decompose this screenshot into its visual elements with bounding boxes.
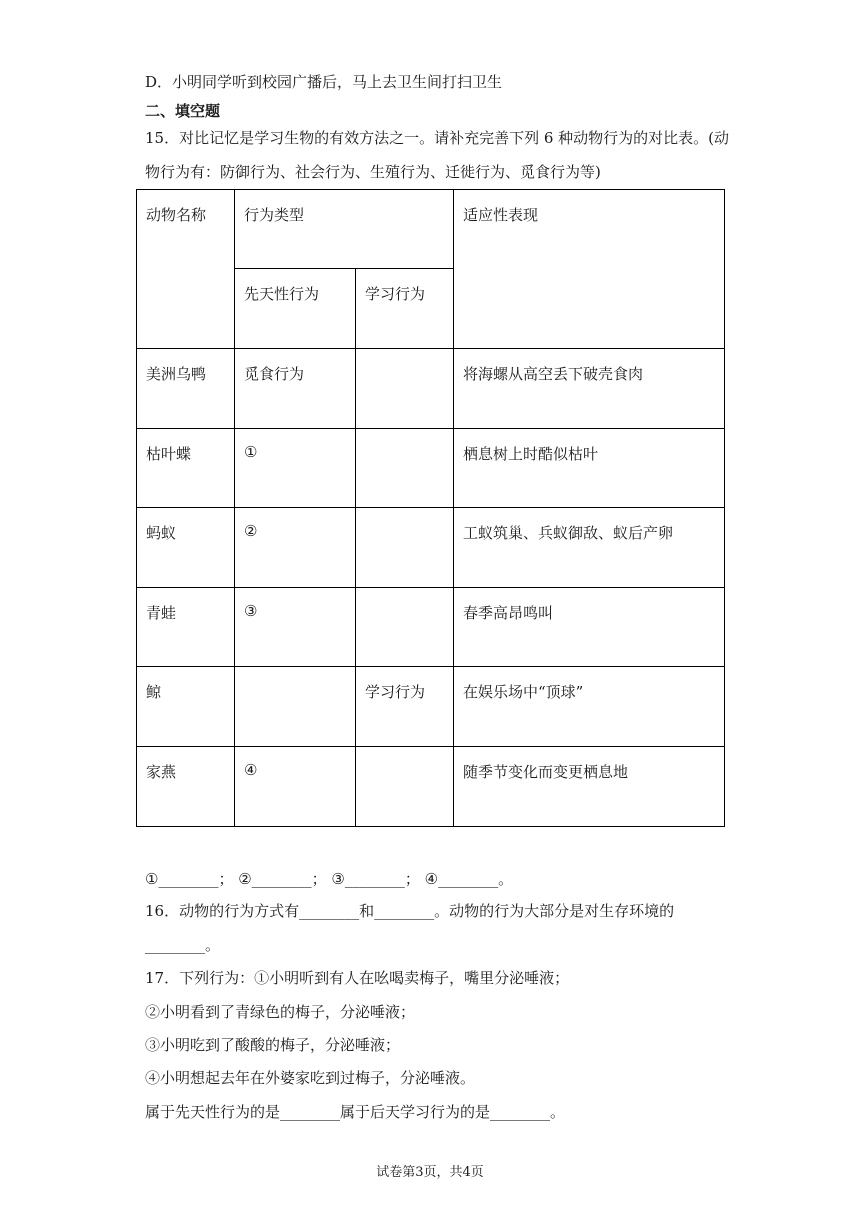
q17-text-line4: ④小明想起去年在外婆家吃到过梅子，分泌唾液。	[145, 1069, 476, 1087]
cell-animal: 美洲乌鸭	[137, 349, 235, 429]
cell-adaptation: 将海螺从高空丢下破壳食肉	[454, 349, 725, 429]
table-row	[137, 349, 725, 429]
cell-learned	[356, 349, 454, 429]
section-title: 二、填空题	[145, 102, 221, 120]
header-animal-name: 动物名称	[137, 190, 235, 349]
q16-text-line1: 16．动物的行为方式有________和________。动物的行为大部分是对生存环境的	[145, 902, 675, 920]
cell-learned	[356, 747, 454, 827]
q17-text-line1: 17．下列行为：①小明听到有人在吆喝卖梅子，嘴里分泌唾液；	[145, 969, 570, 987]
table-row	[137, 747, 725, 827]
cell-innate: ④	[235, 747, 356, 827]
cell-innate	[235, 667, 356, 747]
page-footer: 试卷第3页，共4页	[376, 1165, 484, 1180]
q17-text-line3: ③小明吃到了酸酸的梅子，分泌唾液；	[145, 1036, 401, 1054]
q17-text-line5: 属于先天性行为的是________属于后天学习行为的是________。	[145, 1103, 566, 1121]
q15-text-line2: 物行为有：防御行为、社会行为、生殖行为、迁徙行为、觅食行为等)	[145, 163, 601, 181]
q17-text-line2: ②小明看到了青绿色的梅子，分泌唾液；	[145, 1003, 416, 1021]
table-header-row	[137, 190, 725, 269]
header-innate: 先天性行为	[235, 269, 356, 349]
behavior-comparison-table	[136, 189, 725, 827]
header-behavior-type: 行为类型	[235, 190, 454, 269]
cell-innate: 觅食行为	[235, 349, 356, 429]
cell-learned	[356, 429, 454, 508]
q14-option-d: D．小明同学听到校园广播后，马上去卫生间打扫卫生	[145, 73, 503, 91]
cell-adaptation: 在娱乐场中“顶球”	[454, 667, 725, 747]
q15-answer-blanks: ①________； ②________； ③________； ④________。	[145, 870, 514, 888]
table-row	[137, 508, 725, 588]
cell-adaptation: 随季节变化而变更栖息地	[454, 747, 725, 827]
cell-innate: ①	[235, 429, 356, 508]
cell-adaptation: 栖息树上时酷似枯叶	[454, 429, 725, 508]
cell-adaptation: 春季高昂鸣叫	[454, 588, 725, 667]
cell-animal: 枯叶蝶	[137, 429, 235, 508]
cell-learned	[356, 508, 454, 588]
q16-text-line2: ________。	[145, 936, 221, 954]
cell-innate: ③	[235, 588, 356, 667]
cell-learned	[356, 588, 454, 667]
cell-animal: 鲸	[137, 667, 235, 747]
header-adaptation: 适应性表现	[454, 190, 725, 349]
cell-animal: 家燕	[137, 747, 235, 827]
q15-text-line1: 15．对比记忆是学习生物的有效方法之一。请补充完善下列 6 种动物行为的对比表。(动	[145, 129, 730, 147]
table-row	[137, 667, 725, 747]
cell-learned: 学习行为	[356, 667, 454, 747]
cell-animal: 蚂蚁	[137, 508, 235, 588]
table-row	[137, 588, 725, 667]
cell-animal: 青蛙	[137, 588, 235, 667]
table-row	[137, 429, 725, 508]
header-learned: 学习行为	[356, 269, 454, 349]
cell-innate: ②	[235, 508, 356, 588]
cell-adaptation: 工蚁筑巢、兵蚁御敌、蚁后产卵	[454, 508, 725, 588]
